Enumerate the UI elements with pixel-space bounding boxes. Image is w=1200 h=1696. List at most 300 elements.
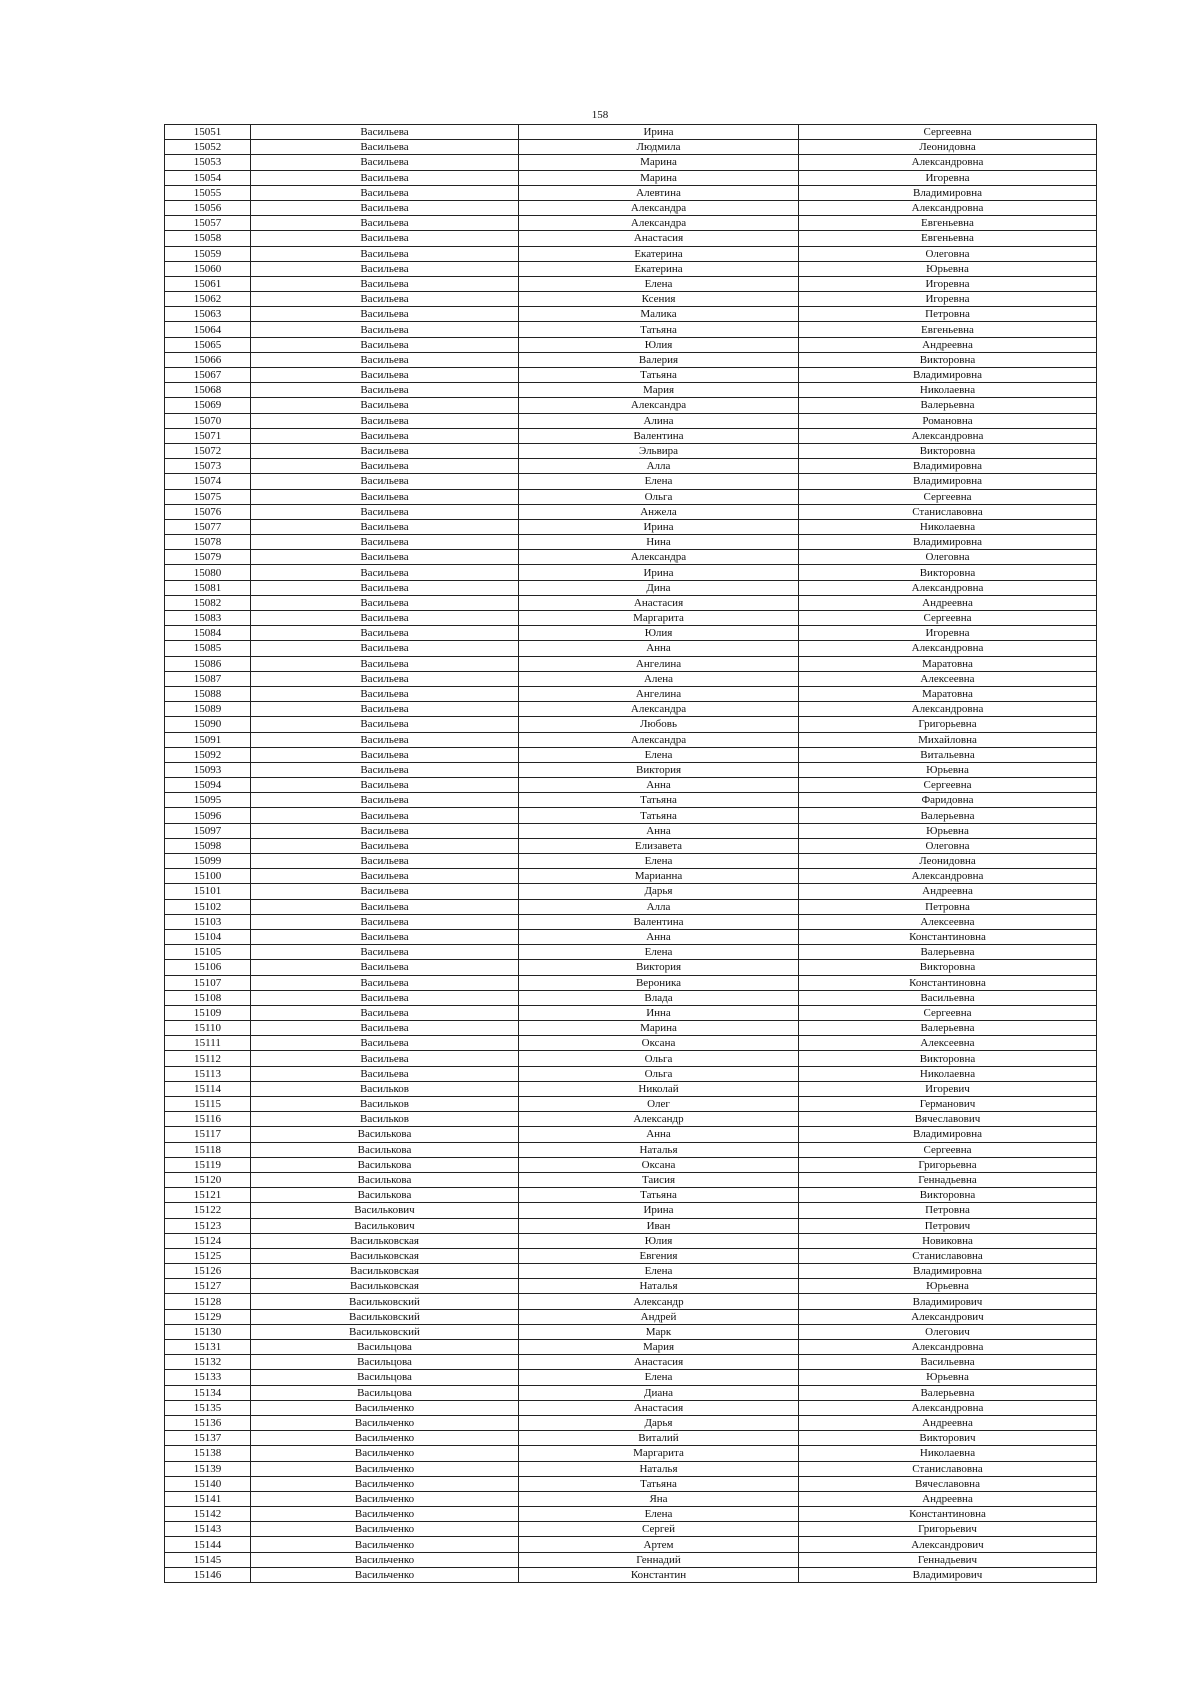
last-name-cell: Васильченко bbox=[251, 1476, 519, 1491]
patronymic-cell: Андреевна bbox=[799, 595, 1097, 610]
patronymic-cell: Игоревна bbox=[799, 276, 1097, 291]
patronymic-cell: Владимировна bbox=[799, 535, 1097, 550]
table-row bbox=[165, 899, 1097, 914]
last-name-cell: Васильева bbox=[251, 945, 519, 960]
patronymic-cell: Владимировна bbox=[799, 1264, 1097, 1279]
last-name-cell: Василькова bbox=[251, 1188, 519, 1203]
patronymic-cell: Новиковна bbox=[799, 1233, 1097, 1248]
row-number-cell: 15129 bbox=[165, 1309, 251, 1324]
first-name-cell: Алла bbox=[519, 459, 799, 474]
table-row bbox=[165, 641, 1097, 656]
patronymic-cell: Юрьевна bbox=[799, 1279, 1097, 1294]
table-row bbox=[165, 686, 1097, 701]
last-name-cell: Васильченко bbox=[251, 1446, 519, 1461]
last-name-cell: Васильков bbox=[251, 1112, 519, 1127]
row-number-cell: 15065 bbox=[165, 337, 251, 352]
patronymic-cell: Александровна bbox=[799, 580, 1097, 595]
row-number-cell: 15145 bbox=[165, 1552, 251, 1567]
last-name-cell: Васильева bbox=[251, 443, 519, 458]
last-name-cell: Васильева bbox=[251, 428, 519, 443]
patronymic-cell: Петровна bbox=[799, 1203, 1097, 1218]
row-number-cell: 15082 bbox=[165, 595, 251, 610]
row-number-cell: 15119 bbox=[165, 1157, 251, 1172]
first-name-cell: Екатерина bbox=[519, 261, 799, 276]
row-number-cell: 15054 bbox=[165, 170, 251, 185]
row-number-cell: 15091 bbox=[165, 732, 251, 747]
table-row bbox=[165, 1491, 1097, 1506]
table-row bbox=[165, 732, 1097, 747]
first-name-cell: Елизавета bbox=[519, 838, 799, 853]
patronymic-cell: Геннадьевна bbox=[799, 1172, 1097, 1187]
patronymic-cell: Викторовна bbox=[799, 1188, 1097, 1203]
table-row bbox=[165, 1385, 1097, 1400]
first-name-cell: Людмила bbox=[519, 140, 799, 155]
table-row bbox=[165, 368, 1097, 383]
table-row bbox=[165, 914, 1097, 929]
page-number: 158 bbox=[591, 109, 609, 121]
patronymic-cell: Вячеславовна bbox=[799, 1476, 1097, 1491]
first-name-cell: Ирина bbox=[519, 1203, 799, 1218]
row-number-cell: 15135 bbox=[165, 1400, 251, 1415]
first-name-cell: Малика bbox=[519, 307, 799, 322]
row-number-cell: 15138 bbox=[165, 1446, 251, 1461]
row-number-cell: 15075 bbox=[165, 489, 251, 504]
row-number-cell: 15109 bbox=[165, 1005, 251, 1020]
patronymic-cell: Сергеевна bbox=[799, 125, 1097, 140]
first-name-cell: Татьяна bbox=[519, 1188, 799, 1203]
patronymic-cell: Петровна bbox=[799, 899, 1097, 914]
last-name-cell: Васильева bbox=[251, 125, 519, 140]
row-number-cell: 15104 bbox=[165, 929, 251, 944]
first-name-cell: Елена bbox=[519, 276, 799, 291]
last-name-cell: Васильева bbox=[251, 778, 519, 793]
row-number-cell: 15100 bbox=[165, 869, 251, 884]
first-name-cell: Артем bbox=[519, 1537, 799, 1552]
last-name-cell: Васильковская bbox=[251, 1233, 519, 1248]
table-row bbox=[165, 337, 1097, 352]
table-row bbox=[165, 656, 1097, 671]
table-row bbox=[165, 1537, 1097, 1552]
patronymic-cell: Валерьевна bbox=[799, 398, 1097, 413]
patronymic-cell: Викторовна bbox=[799, 960, 1097, 975]
first-name-cell: Эльвира bbox=[519, 443, 799, 458]
first-name-cell: Алевтина bbox=[519, 185, 799, 200]
row-number-cell: 15093 bbox=[165, 762, 251, 777]
first-name-cell: Наталья bbox=[519, 1142, 799, 1157]
table-row bbox=[165, 1097, 1097, 1112]
patronymic-cell: Владимирович bbox=[799, 1294, 1097, 1309]
first-name-cell: Александра bbox=[519, 200, 799, 215]
patronymic-cell: Васильевна bbox=[799, 990, 1097, 1005]
table-row bbox=[165, 1264, 1097, 1279]
row-number-cell: 15059 bbox=[165, 246, 251, 261]
first-name-cell: Диана bbox=[519, 1385, 799, 1400]
row-number-cell: 15069 bbox=[165, 398, 251, 413]
table-row bbox=[165, 519, 1097, 534]
first-name-cell: Мария bbox=[519, 1340, 799, 1355]
table-row bbox=[165, 1127, 1097, 1142]
last-name-cell: Васильченко bbox=[251, 1522, 519, 1537]
patronymic-cell: Маратовна bbox=[799, 656, 1097, 671]
first-name-cell: Нина bbox=[519, 535, 799, 550]
patronymic-cell: Владимировна bbox=[799, 474, 1097, 489]
last-name-cell: Васильева bbox=[251, 322, 519, 337]
last-name-cell: Васильева bbox=[251, 216, 519, 231]
first-name-cell: Александр bbox=[519, 1112, 799, 1127]
row-number-cell: 15144 bbox=[165, 1537, 251, 1552]
last-name-cell: Васильева bbox=[251, 656, 519, 671]
table-row bbox=[165, 702, 1097, 717]
last-name-cell: Васильева bbox=[251, 307, 519, 322]
last-name-cell: Васильева bbox=[251, 535, 519, 550]
row-number-cell: 15130 bbox=[165, 1324, 251, 1339]
patronymic-cell: Валерьевна bbox=[799, 1385, 1097, 1400]
patronymic-cell: Евгеньевна bbox=[799, 322, 1097, 337]
patronymic-cell: Викторовна bbox=[799, 1051, 1097, 1066]
table-row bbox=[165, 322, 1097, 337]
table-row bbox=[165, 990, 1097, 1005]
last-name-cell: Васильева bbox=[251, 686, 519, 701]
patronymic-cell: Васильевна bbox=[799, 1355, 1097, 1370]
first-name-cell: Анна bbox=[519, 823, 799, 838]
last-name-cell: Васильева bbox=[251, 383, 519, 398]
row-number-cell: 15061 bbox=[165, 276, 251, 291]
table-row bbox=[165, 762, 1097, 777]
row-number-cell: 15116 bbox=[165, 1112, 251, 1127]
patronymic-cell: Николаевна bbox=[799, 383, 1097, 398]
patronymic-cell: Петрович bbox=[799, 1218, 1097, 1233]
first-name-cell: Елена bbox=[519, 854, 799, 869]
row-number-cell: 15098 bbox=[165, 838, 251, 853]
first-name-cell: Елена bbox=[519, 1507, 799, 1522]
row-number-cell: 15125 bbox=[165, 1248, 251, 1263]
patronymic-cell: Евгеньевна bbox=[799, 216, 1097, 231]
first-name-cell: Мария bbox=[519, 383, 799, 398]
row-number-cell: 15077 bbox=[165, 519, 251, 534]
table-row bbox=[165, 747, 1097, 762]
table-row bbox=[165, 793, 1097, 808]
last-name-cell: Васильченко bbox=[251, 1552, 519, 1567]
row-number-cell: 15060 bbox=[165, 261, 251, 276]
patronymic-cell: Константиновна bbox=[799, 975, 1097, 990]
last-name-cell: Васильковская bbox=[251, 1264, 519, 1279]
last-name-cell: Васильева bbox=[251, 155, 519, 170]
first-name-cell: Маргарита bbox=[519, 611, 799, 626]
first-name-cell: Вероника bbox=[519, 975, 799, 990]
patronymic-cell: Владимирович bbox=[799, 1567, 1097, 1582]
last-name-cell: Васильева bbox=[251, 854, 519, 869]
table-row bbox=[165, 261, 1097, 276]
table-row bbox=[165, 1340, 1097, 1355]
first-name-cell: Анастасия bbox=[519, 1400, 799, 1415]
row-number-cell: 15143 bbox=[165, 1522, 251, 1537]
row-number-cell: 15132 bbox=[165, 1355, 251, 1370]
patronymic-cell: Александровна bbox=[799, 641, 1097, 656]
patronymic-cell: Леонидовна bbox=[799, 854, 1097, 869]
name-roster-table bbox=[164, 124, 1097, 1583]
patronymic-cell: Александровна bbox=[799, 155, 1097, 170]
row-number-cell: 15081 bbox=[165, 580, 251, 595]
last-name-cell: Васильченко bbox=[251, 1415, 519, 1430]
row-number-cell: 15063 bbox=[165, 307, 251, 322]
patronymic-cell: Сергеевна bbox=[799, 778, 1097, 793]
first-name-cell: Андрей bbox=[519, 1309, 799, 1324]
patronymic-cell: Игоревна bbox=[799, 292, 1097, 307]
first-name-cell: Наталья bbox=[519, 1461, 799, 1476]
first-name-cell: Ольга bbox=[519, 489, 799, 504]
last-name-cell: Васильева bbox=[251, 671, 519, 686]
row-number-cell: 15062 bbox=[165, 292, 251, 307]
last-name-cell: Васильева bbox=[251, 1051, 519, 1066]
first-name-cell: Анна bbox=[519, 778, 799, 793]
row-number-cell: 15117 bbox=[165, 1127, 251, 1142]
patronymic-cell: Фаридовна bbox=[799, 793, 1097, 808]
table-row bbox=[165, 292, 1097, 307]
patronymic-cell: Александровна bbox=[799, 1400, 1097, 1415]
first-name-cell: Александра bbox=[519, 216, 799, 231]
last-name-cell: Васильева bbox=[251, 170, 519, 185]
table-row bbox=[165, 580, 1097, 595]
first-name-cell: Николай bbox=[519, 1081, 799, 1096]
first-name-cell: Анастасия bbox=[519, 231, 799, 246]
last-name-cell: Васильцова bbox=[251, 1370, 519, 1385]
last-name-cell: Васильева bbox=[251, 808, 519, 823]
last-name-cell: Васильева bbox=[251, 459, 519, 474]
row-number-cell: 15126 bbox=[165, 1264, 251, 1279]
table-row bbox=[165, 1066, 1097, 1081]
table-row bbox=[165, 1476, 1097, 1491]
roster-body bbox=[165, 125, 1097, 1583]
last-name-cell: Васильева bbox=[251, 337, 519, 352]
table-row bbox=[165, 1461, 1097, 1476]
last-name-cell: Васильева bbox=[251, 823, 519, 838]
first-name-cell: Елена bbox=[519, 474, 799, 489]
table-row bbox=[165, 185, 1097, 200]
table-row bbox=[165, 1309, 1097, 1324]
patronymic-cell: Андреевна bbox=[799, 1491, 1097, 1506]
patronymic-cell: Константиновна bbox=[799, 1507, 1097, 1522]
row-number-cell: 15078 bbox=[165, 535, 251, 550]
first-name-cell: Оксана bbox=[519, 1157, 799, 1172]
row-number-cell: 15079 bbox=[165, 550, 251, 565]
last-name-cell: Васильева bbox=[251, 732, 519, 747]
first-name-cell: Елена bbox=[519, 1264, 799, 1279]
last-name-cell: Васильева bbox=[251, 489, 519, 504]
first-name-cell: Елена bbox=[519, 1370, 799, 1385]
patronymic-cell: Григорьевич bbox=[799, 1522, 1097, 1537]
last-name-cell: Василькова bbox=[251, 1127, 519, 1142]
first-name-cell: Ольга bbox=[519, 1051, 799, 1066]
row-number-cell: 15134 bbox=[165, 1385, 251, 1400]
last-name-cell: Васильченко bbox=[251, 1461, 519, 1476]
last-name-cell: Васильковская bbox=[251, 1279, 519, 1294]
last-name-cell: Васильева bbox=[251, 793, 519, 808]
table-row bbox=[165, 1203, 1097, 1218]
row-number-cell: 15090 bbox=[165, 717, 251, 732]
first-name-cell: Виктория bbox=[519, 960, 799, 975]
row-number-cell: 15066 bbox=[165, 352, 251, 367]
last-name-cell: Василькова bbox=[251, 1142, 519, 1157]
first-name-cell: Алена bbox=[519, 671, 799, 686]
patronymic-cell: Маратовна bbox=[799, 686, 1097, 701]
first-name-cell: Анастасия bbox=[519, 1355, 799, 1370]
table-row bbox=[165, 1172, 1097, 1187]
patronymic-cell: Александровна bbox=[799, 200, 1097, 215]
last-name-cell: Васильева bbox=[251, 899, 519, 914]
table-row bbox=[165, 489, 1097, 504]
last-name-cell: Васильева bbox=[251, 990, 519, 1005]
last-name-cell: Васильева bbox=[251, 717, 519, 732]
last-name-cell: Васильева bbox=[251, 838, 519, 853]
row-number-cell: 15121 bbox=[165, 1188, 251, 1203]
first-name-cell: Татьяна bbox=[519, 793, 799, 808]
last-name-cell: Васильков bbox=[251, 1081, 519, 1096]
last-name-cell: Василькова bbox=[251, 1157, 519, 1172]
first-name-cell: Евгения bbox=[519, 1248, 799, 1263]
last-name-cell: Васильченко bbox=[251, 1431, 519, 1446]
last-name-cell: Васильцова bbox=[251, 1385, 519, 1400]
first-name-cell: Ольга bbox=[519, 1066, 799, 1081]
table-row bbox=[165, 778, 1097, 793]
row-number-cell: 15070 bbox=[165, 413, 251, 428]
first-name-cell: Дарья bbox=[519, 1415, 799, 1430]
patronymic-cell: Витальевна bbox=[799, 747, 1097, 762]
patronymic-cell: Григорьевна bbox=[799, 1157, 1097, 1172]
table-row bbox=[165, 246, 1097, 261]
patronymic-cell: Валерьевна bbox=[799, 808, 1097, 823]
first-name-cell: Татьяна bbox=[519, 808, 799, 823]
patronymic-cell: Александрович bbox=[799, 1309, 1097, 1324]
patronymic-cell: Игоревна bbox=[799, 626, 1097, 641]
patronymic-cell: Николаевна bbox=[799, 519, 1097, 534]
row-number-cell: 15057 bbox=[165, 216, 251, 231]
table-row bbox=[165, 307, 1097, 322]
last-name-cell: Васильченко bbox=[251, 1567, 519, 1582]
last-name-cell: Васильева bbox=[251, 1036, 519, 1051]
patronymic-cell: Владимировна bbox=[799, 459, 1097, 474]
first-name-cell: Инна bbox=[519, 1005, 799, 1020]
patronymic-cell: Сергеевна bbox=[799, 1142, 1097, 1157]
table-row bbox=[165, 170, 1097, 185]
table-row bbox=[165, 854, 1097, 869]
first-name-cell: Сергей bbox=[519, 1522, 799, 1537]
first-name-cell: Алина bbox=[519, 413, 799, 428]
table-row bbox=[165, 413, 1097, 428]
patronymic-cell: Геннадьевич bbox=[799, 1552, 1097, 1567]
first-name-cell: Марк bbox=[519, 1324, 799, 1339]
last-name-cell: Васильева bbox=[251, 611, 519, 626]
first-name-cell: Таисия bbox=[519, 1172, 799, 1187]
last-name-cell: Васильева bbox=[251, 261, 519, 276]
patronymic-cell: Александрович bbox=[799, 1537, 1097, 1552]
row-number-cell: 15114 bbox=[165, 1081, 251, 1096]
patronymic-cell: Юрьевна bbox=[799, 762, 1097, 777]
last-name-cell: Васильковский bbox=[251, 1294, 519, 1309]
last-name-cell: Васильцова bbox=[251, 1340, 519, 1355]
patronymic-cell: Олеговна bbox=[799, 550, 1097, 565]
row-number-cell: 15127 bbox=[165, 1279, 251, 1294]
first-name-cell: Юлия bbox=[519, 337, 799, 352]
patronymic-cell: Андреевна bbox=[799, 884, 1097, 899]
row-number-cell: 15112 bbox=[165, 1051, 251, 1066]
first-name-cell: Анна bbox=[519, 641, 799, 656]
row-number-cell: 15064 bbox=[165, 322, 251, 337]
table-row bbox=[165, 459, 1097, 474]
patronymic-cell: Викторовна bbox=[799, 352, 1097, 367]
table-row bbox=[165, 929, 1097, 944]
table-row bbox=[165, 1567, 1097, 1582]
row-number-cell: 15076 bbox=[165, 504, 251, 519]
first-name-cell: Виталий bbox=[519, 1431, 799, 1446]
table-row bbox=[165, 1294, 1097, 1309]
row-number-cell: 15105 bbox=[165, 945, 251, 960]
patronymic-cell: Станиславовна bbox=[799, 1461, 1097, 1476]
row-number-cell: 15141 bbox=[165, 1491, 251, 1506]
last-name-cell: Васильева bbox=[251, 276, 519, 291]
last-name-cell: Васильева bbox=[251, 1005, 519, 1020]
table-row bbox=[165, 1279, 1097, 1294]
row-number-cell: 15072 bbox=[165, 443, 251, 458]
last-name-cell: Васильченко bbox=[251, 1491, 519, 1506]
row-number-cell: 15131 bbox=[165, 1340, 251, 1355]
last-name-cell: Васильева bbox=[251, 626, 519, 641]
table-row bbox=[165, 1431, 1097, 1446]
patronymic-cell: Григорьевна bbox=[799, 717, 1097, 732]
first-name-cell: Константин bbox=[519, 1567, 799, 1582]
table-row bbox=[165, 1218, 1097, 1233]
table-row bbox=[165, 383, 1097, 398]
table-row bbox=[165, 1233, 1097, 1248]
first-name-cell: Елена bbox=[519, 945, 799, 960]
patronymic-cell: Евгеньевна bbox=[799, 231, 1097, 246]
row-number-cell: 15103 bbox=[165, 914, 251, 929]
patronymic-cell: Станиславовна bbox=[799, 1248, 1097, 1263]
row-number-cell: 15110 bbox=[165, 1021, 251, 1036]
last-name-cell: Васильева bbox=[251, 1066, 519, 1081]
last-name-cell: Васильцова bbox=[251, 1355, 519, 1370]
last-name-cell: Васильева bbox=[251, 641, 519, 656]
first-name-cell: Валентина bbox=[519, 428, 799, 443]
row-number-cell: 15137 bbox=[165, 1431, 251, 1446]
first-name-cell: Ирина bbox=[519, 565, 799, 580]
table-row bbox=[165, 1021, 1097, 1036]
table-row bbox=[165, 140, 1097, 155]
row-number-cell: 15146 bbox=[165, 1567, 251, 1582]
last-name-cell: Васильева bbox=[251, 504, 519, 519]
table-row bbox=[165, 1522, 1097, 1537]
first-name-cell: Яна bbox=[519, 1491, 799, 1506]
last-name-cell: Васильева bbox=[251, 580, 519, 595]
table-row bbox=[165, 1415, 1097, 1430]
last-name-cell: Васильева bbox=[251, 231, 519, 246]
last-name-cell: Василькович bbox=[251, 1203, 519, 1218]
last-name-cell: Васильева bbox=[251, 413, 519, 428]
patronymic-cell: Андреевна bbox=[799, 337, 1097, 352]
row-number-cell: 15101 bbox=[165, 884, 251, 899]
last-name-cell: Васильева bbox=[251, 550, 519, 565]
first-name-cell: Анжела bbox=[519, 504, 799, 519]
table-row bbox=[165, 550, 1097, 565]
table-row bbox=[165, 1248, 1097, 1263]
table-row bbox=[165, 125, 1097, 140]
row-number-cell: 15095 bbox=[165, 793, 251, 808]
patronymic-cell: Константиновна bbox=[799, 929, 1097, 944]
table-row bbox=[165, 398, 1097, 413]
patronymic-cell: Владимировна bbox=[799, 1127, 1097, 1142]
row-number-cell: 15087 bbox=[165, 671, 251, 686]
row-number-cell: 15106 bbox=[165, 960, 251, 975]
table-row bbox=[165, 200, 1097, 215]
